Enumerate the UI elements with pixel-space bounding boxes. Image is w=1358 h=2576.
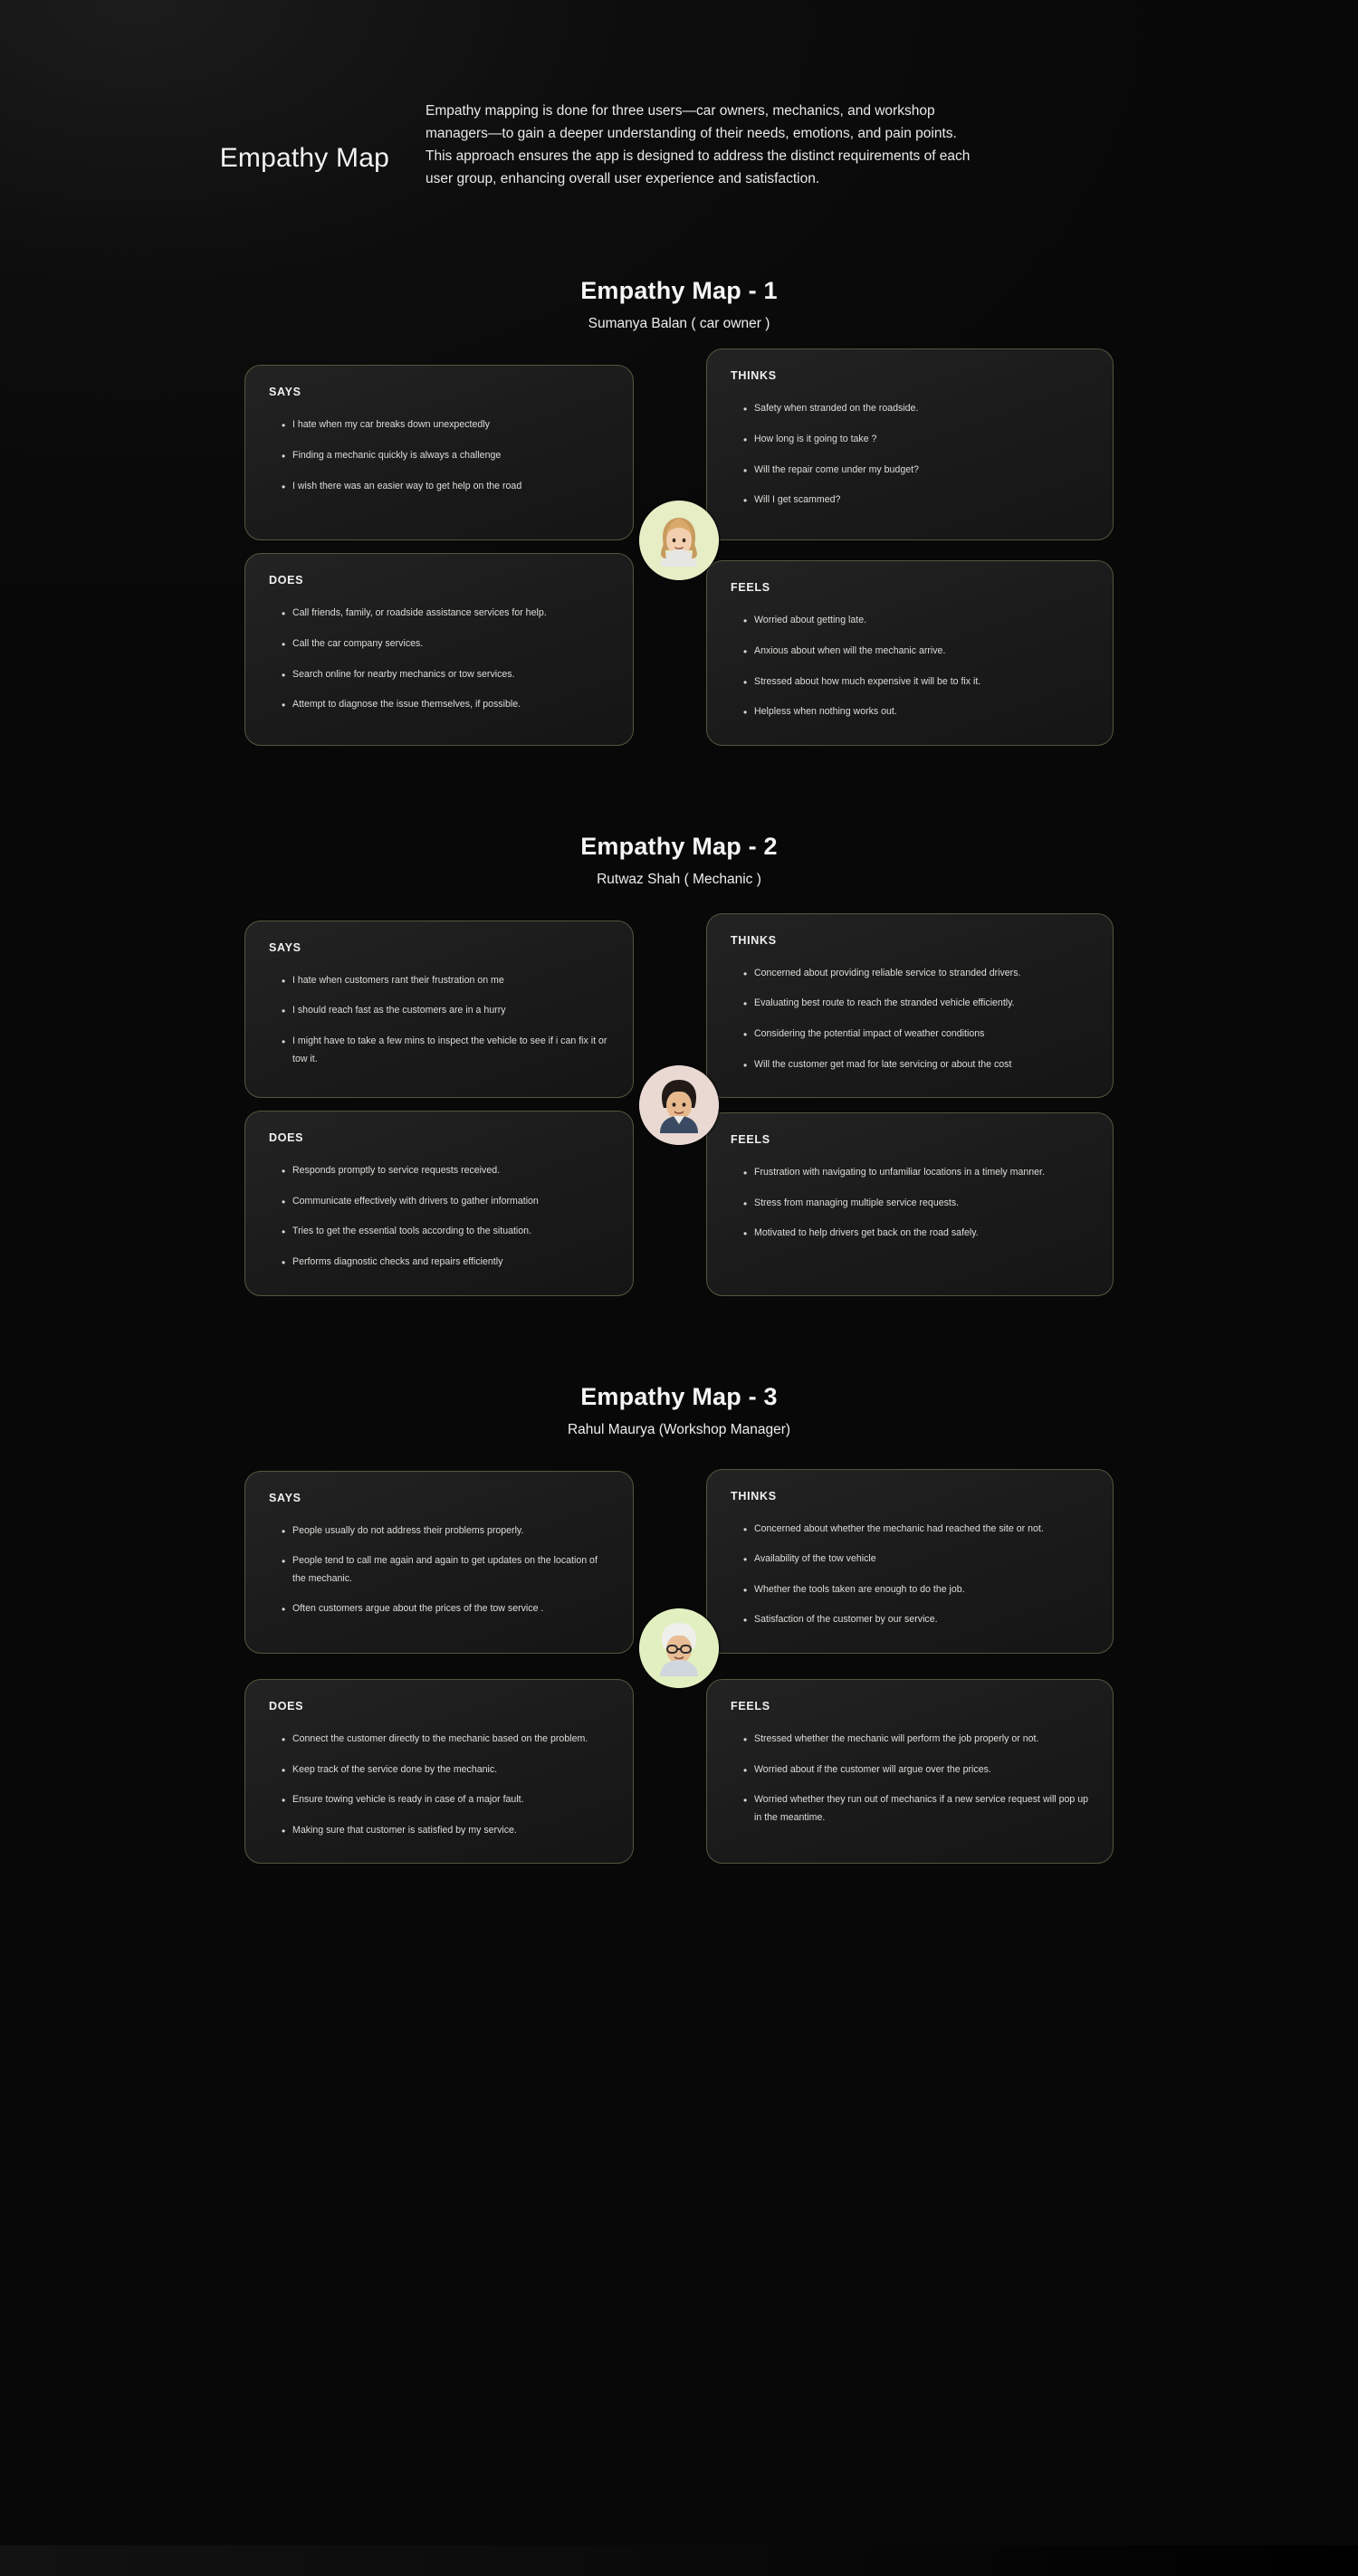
- list-item: • Making sure that customer is satisfied by my service.: [283, 1822, 609, 1840]
- quadrant-says-3: [244, 1471, 634, 1654]
- quadrant-list-feels-2: [731, 1164, 1089, 1243]
- list-item: • Keep track of the service done by the mechanic.: [283, 1761, 609, 1779]
- page-header: [0, 0, 1358, 190]
- list-item: • How long is it going to take ?: [745, 431, 1089, 449]
- list-item: • Whether the tools taken are enough to do the job.: [745, 1581, 1089, 1599]
- section-persona-3: Rahul Maurya (Workshop Manager): [567, 1421, 791, 1437]
- quadrant-label-says: SAYS: [269, 386, 301, 399]
- empathy-map-section-3: [0, 1383, 1358, 1865]
- empathy-map-section-1: [0, 277, 1358, 745]
- quadrant-feels-2: [706, 1112, 1114, 1295]
- list-item: • Stressed whether the mechanic will perform the job properly or not.: [745, 1731, 1089, 1749]
- list-item: • Communicate effectively with drivers to gather information: [283, 1193, 609, 1211]
- list-item: • Connect the customer directly to the mechanic based on the problem.: [283, 1731, 609, 1749]
- quadrant-does-1: [244, 553, 634, 745]
- quadrant-label-says: SAYS: [269, 1491, 301, 1504]
- list-item: • Worried about if the customer will argue over the prices.: [745, 1761, 1089, 1779]
- list-item: • Motivated to help drivers get back on the road safely.: [745, 1225, 1089, 1243]
- map-grid-wrapper-1: [244, 365, 1114, 745]
- list-item: • Ensure towing vehicle is ready in case of a major fault.: [283, 1791, 609, 1809]
- list-item: • I hate when customers rant their frustration on me: [283, 972, 609, 990]
- quadrant-list-thinks-1: [731, 400, 1089, 509]
- list-item: • Evaluating best route to reach the stranded vehicle efficiently.: [745, 995, 1089, 1013]
- list-item: • Considering the potential impact of weather conditions: [745, 1026, 1089, 1044]
- quadrant-list-feels-1: [731, 612, 1089, 720]
- list-item: • Responds promptly to service requests received.: [283, 1162, 609, 1180]
- list-item: • Will the repair come under my budget?: [745, 462, 1089, 480]
- map-grid-wrapper-2: [244, 921, 1114, 1296]
- list-item: • Call the car company services.: [283, 635, 609, 654]
- quadrant-list-says-1: [269, 416, 609, 495]
- quadrant-list-thinks-2: [731, 965, 1089, 1073]
- quadrant-does-3: [244, 1679, 634, 1864]
- list-item: • Stressed about how much expensive it will be to fix it.: [745, 673, 1089, 692]
- quadrant-list-does-3: [269, 1731, 609, 1839]
- quadrant-says-1: [244, 365, 634, 540]
- quadrant-label-feels: FEELS: [731, 1699, 770, 1713]
- quadrant-list-does-2: [269, 1162, 609, 1271]
- section-title-1: Empathy Map - 1: [580, 277, 778, 305]
- quadrant-label-does: DOES: [269, 1131, 304, 1145]
- list-item: • Will I get scammed?: [745, 491, 1089, 510]
- list-item: • Concerned about providing reliable service to stranded drivers.: [745, 965, 1089, 983]
- list-item: • Stress from managing multiple service requests.: [745, 1195, 1089, 1213]
- list-item: • Anxious about when will the mechanic arrive.: [745, 643, 1089, 661]
- empathy-map-section-2: [0, 833, 1358, 1296]
- map-grid-wrapper-3: [244, 1471, 1114, 1865]
- quadrant-list-feels-3: [731, 1731, 1089, 1827]
- list-item: • Helpless when nothing works out.: [745, 703, 1089, 721]
- list-item: • Attempt to diagnose the issue themselves, if possible.: [283, 696, 609, 714]
- quadrant-label-thinks: THINKS: [731, 933, 777, 947]
- section-title-2: Empathy Map - 2: [580, 832, 778, 860]
- section-persona-1: Sumanya Balan ( car owner ): [588, 316, 770, 332]
- quadrant-label-says: SAYS: [269, 940, 301, 954]
- page-description: Empathy mapping is done for three users—car owners, mechanics, and workshop managers—to gain a deeper understanding of their needs, emotions, and pain points. This approach ensures the app is designed to address the distinct requirements of each user group, enhancing overall user experience and satisfaction.: [426, 103, 971, 187]
- section-title-3: Empathy Map - 3: [580, 1382, 778, 1410]
- quadrant-says-2: [244, 921, 634, 1098]
- woman-avatar: [639, 501, 719, 580]
- older-man-avatar: [639, 1608, 719, 1688]
- list-item: • Tries to get the essential tools according to the situation.: [283, 1223, 609, 1241]
- list-item: • Performs diagnostic checks and repairs efficiently: [283, 1254, 609, 1272]
- quadrant-thinks-2: [706, 913, 1114, 1098]
- page-title: Empathy Map: [219, 143, 389, 173]
- list-item: • People tend to call me again and again to get updates on the location of the mechanic.: [283, 1552, 609, 1588]
- footer-bar: [0, 2545, 1358, 2576]
- list-item: • I should reach fast as the customers are in a hurry: [283, 1002, 609, 1020]
- list-item: • Safety when stranded on the roadside.: [745, 400, 1089, 418]
- quadrant-label-thinks: THINKS: [731, 1489, 777, 1503]
- quadrant-list-says-3: [269, 1522, 609, 1618]
- list-item: • I wish there was an easier way to get help on the road: [283, 478, 609, 496]
- list-item: • Often customers argue about the prices of the tow service .: [283, 1600, 609, 1618]
- list-item: • Finding a mechanic quickly is always a challenge: [283, 447, 609, 465]
- section-persona-2: Rutwaz Shah ( Mechanic ): [597, 871, 761, 887]
- list-item: • Concerned about whether the mechanic had reached the site or not.: [745, 1521, 1089, 1539]
- quadrant-label-thinks: THINKS: [731, 369, 777, 383]
- list-item: • Worried about getting late.: [745, 612, 1089, 630]
- quadrant-feels-1: [706, 560, 1114, 745]
- list-item: • Search online for nearby mechanics or tow services.: [283, 666, 609, 684]
- man-avatar: [639, 1065, 719, 1145]
- list-item: • I hate when my car breaks down unexpectedly: [283, 416, 609, 434]
- quadrant-label-feels: FEELS: [731, 581, 770, 595]
- quadrant-does-2: [244, 1111, 634, 1295]
- quadrant-feels-3: [706, 1679, 1114, 1864]
- quadrant-thinks-3: [706, 1469, 1114, 1654]
- quadrant-list-does-1: [269, 605, 609, 713]
- list-item: • Worried whether they run out of mechanics if a new service request will pop up in the meantime.: [745, 1791, 1089, 1827]
- list-item: • Availability of the tow vehicle: [745, 1550, 1089, 1569]
- quadrant-list-says-2: [269, 972, 609, 1068]
- quadrant-list-thinks-3: [731, 1521, 1089, 1629]
- list-item: • Call friends, family, or roadside assistance services for help.: [283, 605, 609, 623]
- quadrant-label-does: DOES: [269, 1699, 304, 1713]
- list-item: • I might have to take a few mins to inspect the vehicle to see if i can fix it or tow it.: [283, 1033, 609, 1068]
- list-item: • Frustration with navigating to unfamiliar locations in a timely manner.: [745, 1164, 1089, 1182]
- quadrant-label-does: DOES: [269, 574, 304, 587]
- list-item: • Satisfaction of the customer by our service.: [745, 1611, 1089, 1629]
- list-item: • People usually do not address their problems properly.: [283, 1522, 609, 1541]
- quadrant-thinks-1: [706, 348, 1114, 540]
- quadrant-label-feels: FEELS: [731, 1133, 770, 1147]
- list-item: • Will the customer get mad for late servicing or about the cost: [745, 1056, 1089, 1074]
